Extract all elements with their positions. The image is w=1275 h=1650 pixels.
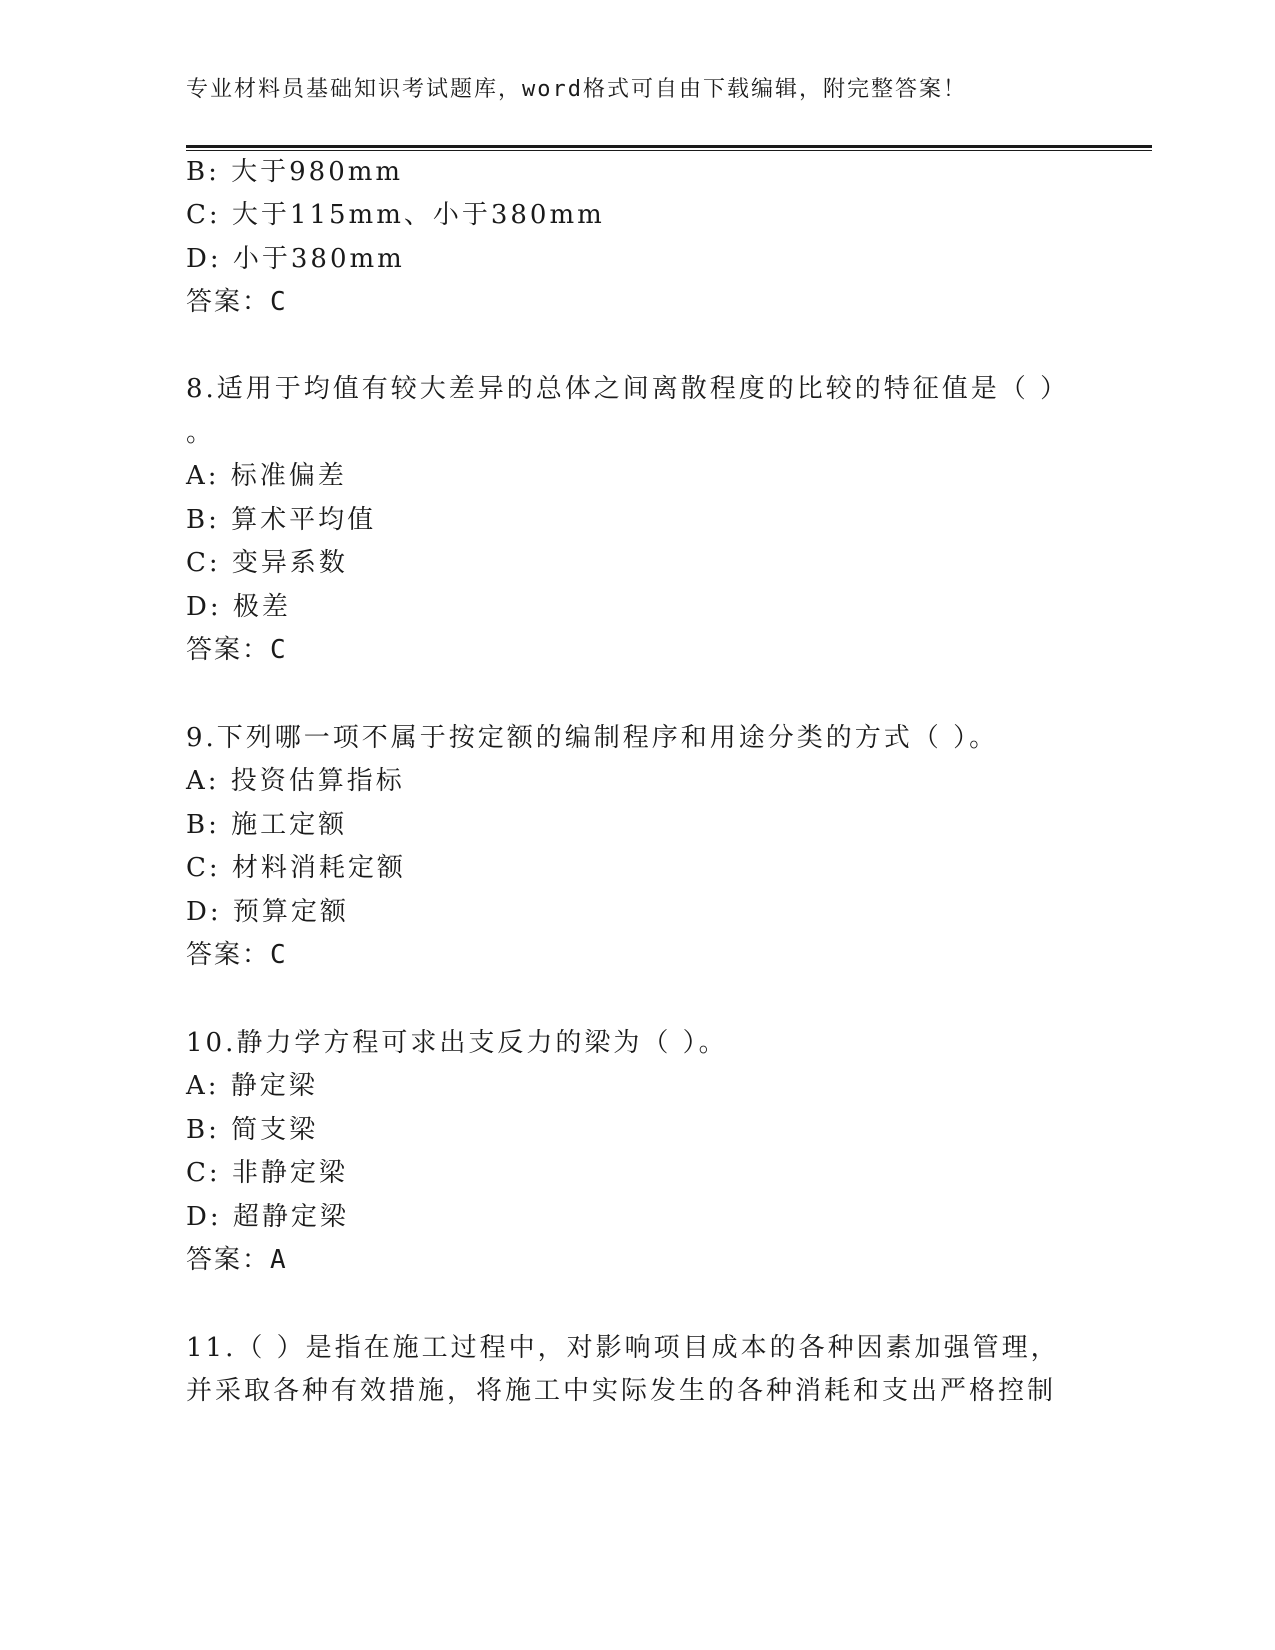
- option-a: A: 投资估算指标: [186, 766, 405, 796]
- option-d: D: 预算定额: [186, 897, 349, 927]
- question-8-text-cont: 。: [186, 418, 216, 448]
- option-c: C: 材料消耗定额: [186, 853, 406, 883]
- option-d: D: 小于380mm: [186, 244, 405, 274]
- question-11-text: 11.（ ）是指在施工过程中，对影响项目成本的各种因素加强管理，: [186, 1333, 1060, 1363]
- option-c: C: 大于115mm、小于380mm: [186, 200, 605, 230]
- question-10-text: 10.静力学方程可求出支反力的梁为（ ）。: [186, 1028, 728, 1058]
- answer: 答案：C: [186, 287, 288, 317]
- option-c: C: 变异系数: [186, 548, 348, 578]
- option-a: A: 标准偏差: [186, 461, 347, 491]
- option-b: B: 大于980mm: [186, 157, 404, 187]
- page-header: 专业材料员基础知识考试题库，word格式可自由下载编辑，附完整答案！: [186, 77, 967, 102]
- option-c: C: 非静定梁: [186, 1158, 348, 1188]
- header-rule-thick: [186, 145, 1152, 148]
- header-rule-thin: [186, 150, 1152, 151]
- question-8-text: 8.适用于均值有较大差异的总体之间离散程度的比较的特征值是（ ）: [186, 374, 1070, 404]
- option-b: B: 简支梁: [186, 1115, 319, 1145]
- answer: 答案：C: [186, 940, 288, 970]
- option-a: A: 静定梁: [186, 1071, 318, 1101]
- answer: 答案：C: [186, 635, 288, 665]
- answer: 答案：A: [186, 1245, 288, 1275]
- option-b: B: 施工定额: [186, 810, 348, 840]
- option-d: D: 超静定梁: [186, 1202, 349, 1232]
- question-9-text: 9.下列哪一项不属于按定额的编制程序和用途分类的方式（ ）。: [186, 723, 999, 753]
- option-d: D: 极差: [186, 592, 291, 622]
- question-11-text-cont: 并采取各种有效措施，将施工中实际发生的各种消耗和支出严格控制: [186, 1376, 1057, 1406]
- option-b: B: 算术平均值: [186, 505, 377, 535]
